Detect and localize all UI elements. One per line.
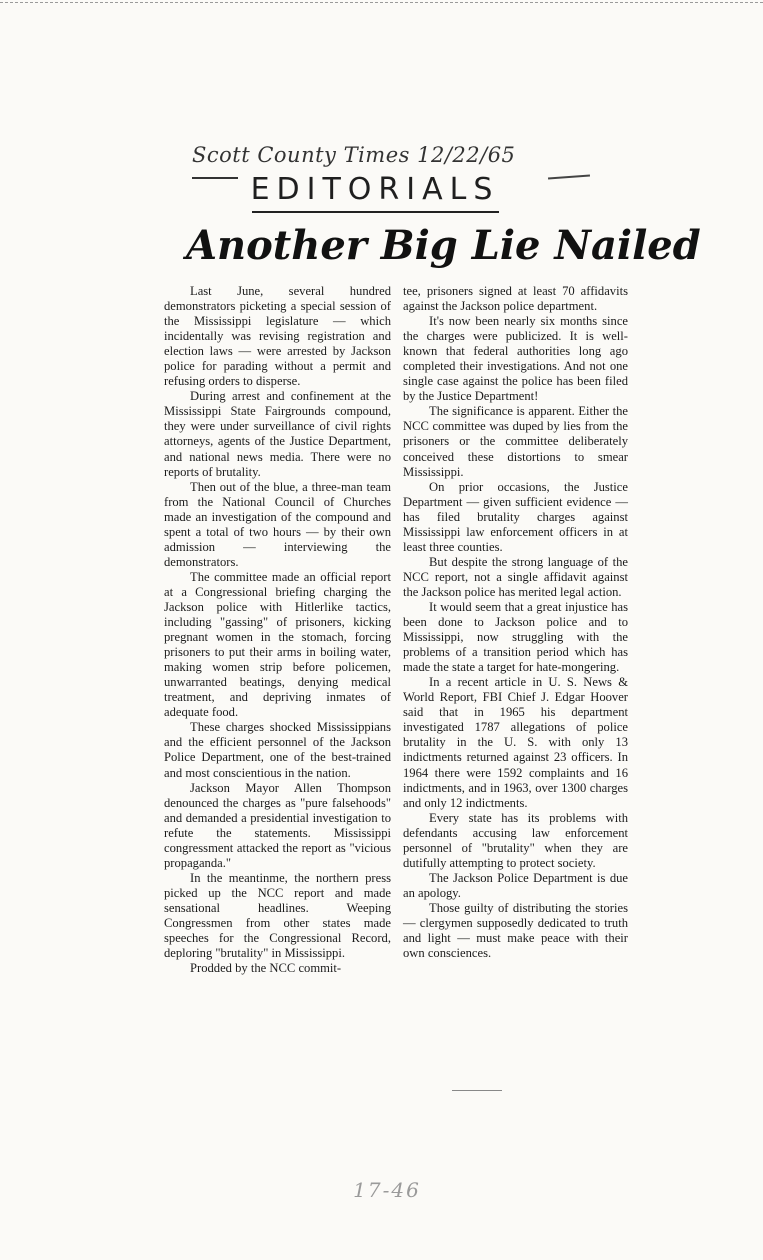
- paragraph: It would seem that a great injustice has been done to Jackson police and to Mississippi, now struggling with the problems of a transition period which has made the state a target for hate-mongering.: [403, 599, 628, 675]
- section-rule: [252, 211, 499, 213]
- paragraph: In the meantinme, the northern press picked up the NCC report and made sensational headlines. Weeping Congressmen from other states made speeches for the Congressional Record, deploring "brutality" in Mississippi.: [164, 870, 391, 961]
- paragraph: Every state has its problems with defendants accusing law enforcement personnel of "brutality" when they are dutifully attempting to protect society.: [403, 810, 628, 870]
- paragraph: The Jackson Police Department is due an apology.: [403, 870, 628, 900]
- paragraph: During arrest and confinement at the Mississippi State Fairgrounds compound, they were under surveillance of civil rights attorneys, agents of the Justice Department, and national news media. There were no reports of brutality.: [164, 389, 391, 479]
- paragraph: On prior occasions, the Justice Department — given sufficient evidence — has filed brutality charges against Mississippi law enforcement officers in at least three counties.: [403, 479, 628, 554]
- left-column: [164, 284, 391, 976]
- right-column: [403, 284, 628, 961]
- paragraph: Then out of the blue, a three-man team from the National Council of Churches made an investigation of the compound and spent a total of two hours — by their own admission — interviewing the demonstrators.: [164, 479, 391, 569]
- handwritten-source-note: Scott County Times 12/22/65: [192, 143, 516, 167]
- paragraph: Jackson Mayor Allen Thompson denounced the charges as "pure falsehoods" and demanded a presidential investigation to refute the statements. Mississippi congressment attacked the report as "vicious propaganda.": [164, 780, 391, 870]
- paragraph: Last June, several hundred demonstrators picketing a special session of the Mississippi legislature — which incidentally was revising registration and election laws — were arrested by Jackson police for parading without a permit and refusing orders to disperse.: [164, 284, 391, 389]
- paragraph: But despite the strong language of the NCC report, not a single affidavit against the Jackson police has merited legal action.: [403, 554, 628, 599]
- paragraph: In a recent article in U. S. News & World Report, FBI Chief J. Edgar Hoover said that in 1965 his department investigated 1787 allegations of police brutality in the U. S. with only 13 indictments returned against 23 officers. In 1964 there were 1592 complaints and 16 indictments, and in 1963, over 1300 charges and only 12 indictments.: [403, 675, 628, 810]
- headline: Another Big Lie Nailed: [186, 222, 701, 269]
- handwritten-dash: [192, 177, 238, 179]
- paragraph: It's now been nearly six months since the charges were publicized. It is well-known that federal authorities long ago completed their investigations. And not one single case against the police has been filed by the Justice Department!: [403, 314, 628, 404]
- page-number: 17-46: [353, 1178, 421, 1202]
- section-title: EDITORIALS: [250, 172, 500, 207]
- paragraph: Prodded by the NCC commit-: [190, 961, 342, 976]
- page-top-border: [0, 2, 763, 3]
- paragraph: tee, prisoners signed at least 70 affidavits against the Jackson police department.: [403, 284, 628, 314]
- end-rule: [452, 1090, 502, 1091]
- paragraph: These charges shocked Mississippians and the efficient personnel of the Jackson Police Department, one of the best-trained and most conscientious in the nation.: [164, 720, 391, 780]
- handwritten-underline: [548, 175, 590, 180]
- paragraph: The committee made an official report at a Congressional briefing charging the Jackson police with Hitlerlike tactics, including "gassing" of prisoners, kicking pregnant women in the stomach, forcing prisoners to put their arms in boiling water, making women strip before policemen, unwarranted beatings, denying medical treatment, and depriving inmates of adequate food.: [164, 569, 391, 720]
- paragraph: Those guilty of distributing the stories — clergymen supposedly dedicated to truth and light — must make peace with their own consciences.: [403, 900, 628, 961]
- paragraph: The significance is apparent. Either the NCC committee was duped by lies from the prisoners or the committee deliberately conceived these distortions to smear Mississippi.: [403, 404, 628, 479]
